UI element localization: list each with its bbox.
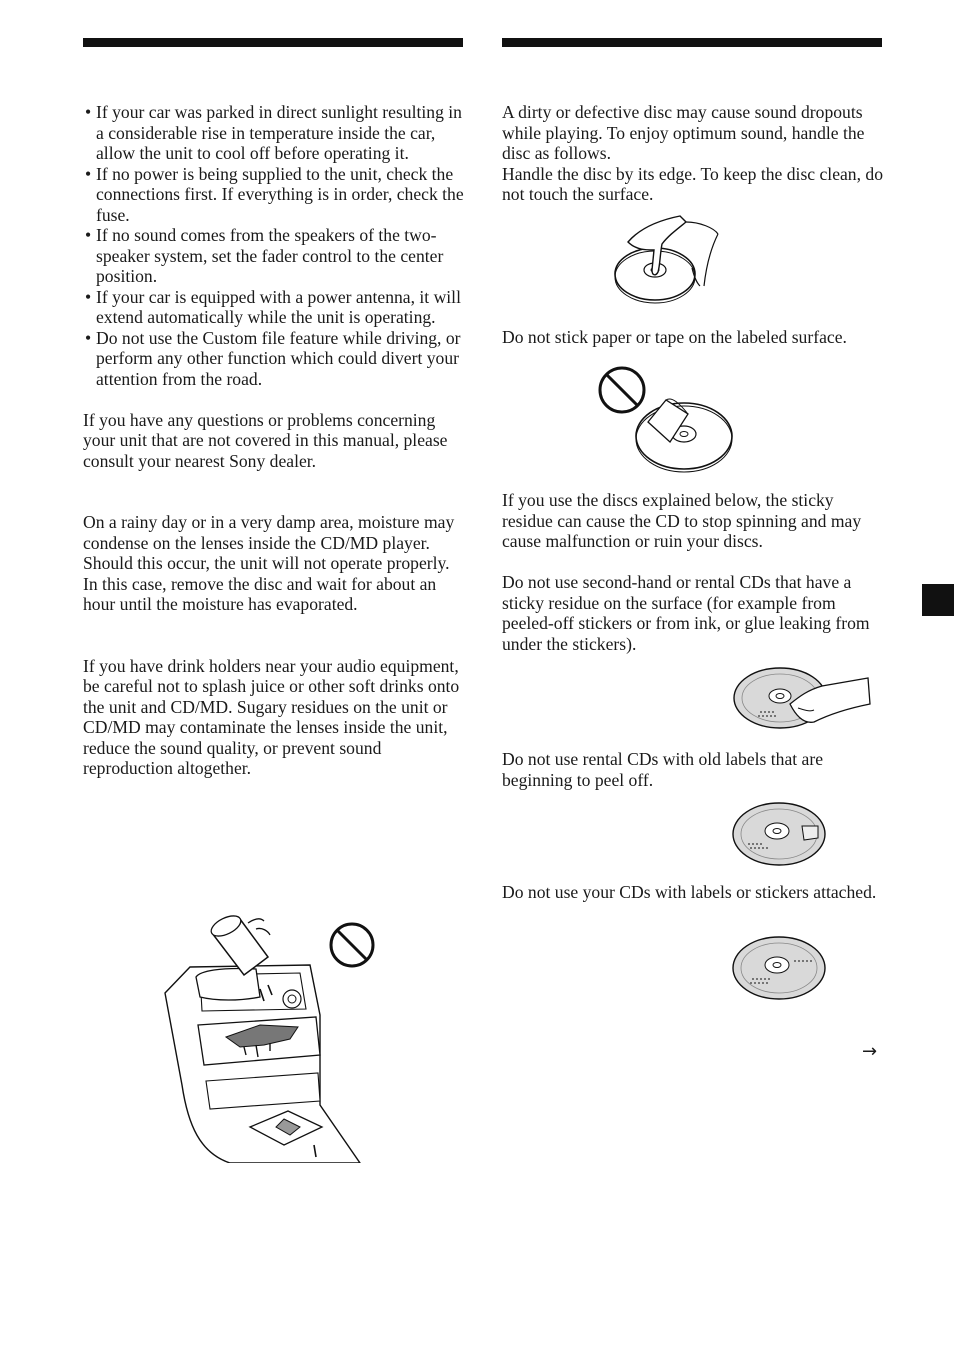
sticky-residue-illustration [730, 664, 872, 732]
drinks-paragraph: If you have drink holders near your audio equipment, be careful not to splash juice or other soft drinks onto the unit and CD/MD. Sugary residues on the unit or CD/MD may contaminate the lenses inside the unit, reduce the sound quality, or prevent sound reproduction altogether. [83, 655, 460, 778]
your-cds-block [502, 882, 887, 903]
second-hand-paragraph: Do not use second-hand or rental CDs that have a sticky residue on the surface (for example from peeled-off stickers or from ink, or glue leaking from under the stickers). [502, 572, 870, 654]
continue-arrow: → [862, 1041, 878, 1062]
intro-paragraph: A dirty or defective disc may cause sound dropouts while playing. To enjoy optimum sound, handle the disc as follows. [502, 102, 865, 163]
your-cds-paragraph: Do not use your CDs with labels or stickers attached. [502, 882, 877, 902]
precautions-list [83, 102, 465, 389]
disc-handling-intro [502, 102, 887, 205]
disc-with-sticker-illustration [730, 933, 830, 1003]
section-tab-marker [922, 584, 954, 616]
list-item: • If your car is equipped with a power antenna, it will extend automatically while the unit is operating. [83, 287, 465, 328]
peeling-label-illustration [730, 800, 830, 868]
list-item: • If no power is being supplied to the unit, check the connections first. If everything is in order, check the fuse. [83, 164, 465, 226]
right-header-rule [502, 38, 882, 47]
handle-paragraph: Handle the disc by its edge. To keep the disc clean, do not touch the surface. [502, 163, 883, 204]
no-stick-block [502, 327, 887, 348]
left-column [83, 102, 465, 779]
sticky-block [502, 490, 887, 654]
handle-disc-illustration [610, 210, 730, 305]
old-labels-block [502, 749, 887, 790]
questions-paragraph: If you have any questions or problems concerning your unit that are not covered in this manual, please consult your nearest Sony dealer. [83, 409, 448, 471]
drink-spill-illustration [160, 905, 380, 1163]
list-item: • Do not use the Custom file feature while driving, or perform any other function which could divert your attention from the road. [83, 328, 465, 390]
moisture-paragraph: On a rainy day or in a very damp area, moisture may condense on the lenses inside the CD/MD player. Should this occur, the unit will not operate properly. In this case, remove the disc and wait for about an hour until the moisture has evaporated. [83, 512, 455, 614]
left-header-rule [83, 38, 463, 47]
list-item: • If no sound comes from the speakers of the two-speaker system, set the fader control to the center position. [83, 225, 465, 287]
no-stick-paragraph: Do not stick paper or tape on the labeled surface. [502, 327, 847, 347]
old-labels-paragraph: Do not use rental CDs with old labels that are beginning to peel off. [502, 749, 824, 790]
no-tape-illustration [596, 364, 740, 474]
list-item: • If your car was parked in direct sunlight resulting in a considerable rise in temperature inside the car, allow the unit to cool off before operating it. [83, 102, 465, 164]
sticky-warning-paragraph: If you use the discs explained below, the sticky residue can cause the CD to stop spinning and may cause malfunction or ruin your discs. [502, 490, 862, 551]
